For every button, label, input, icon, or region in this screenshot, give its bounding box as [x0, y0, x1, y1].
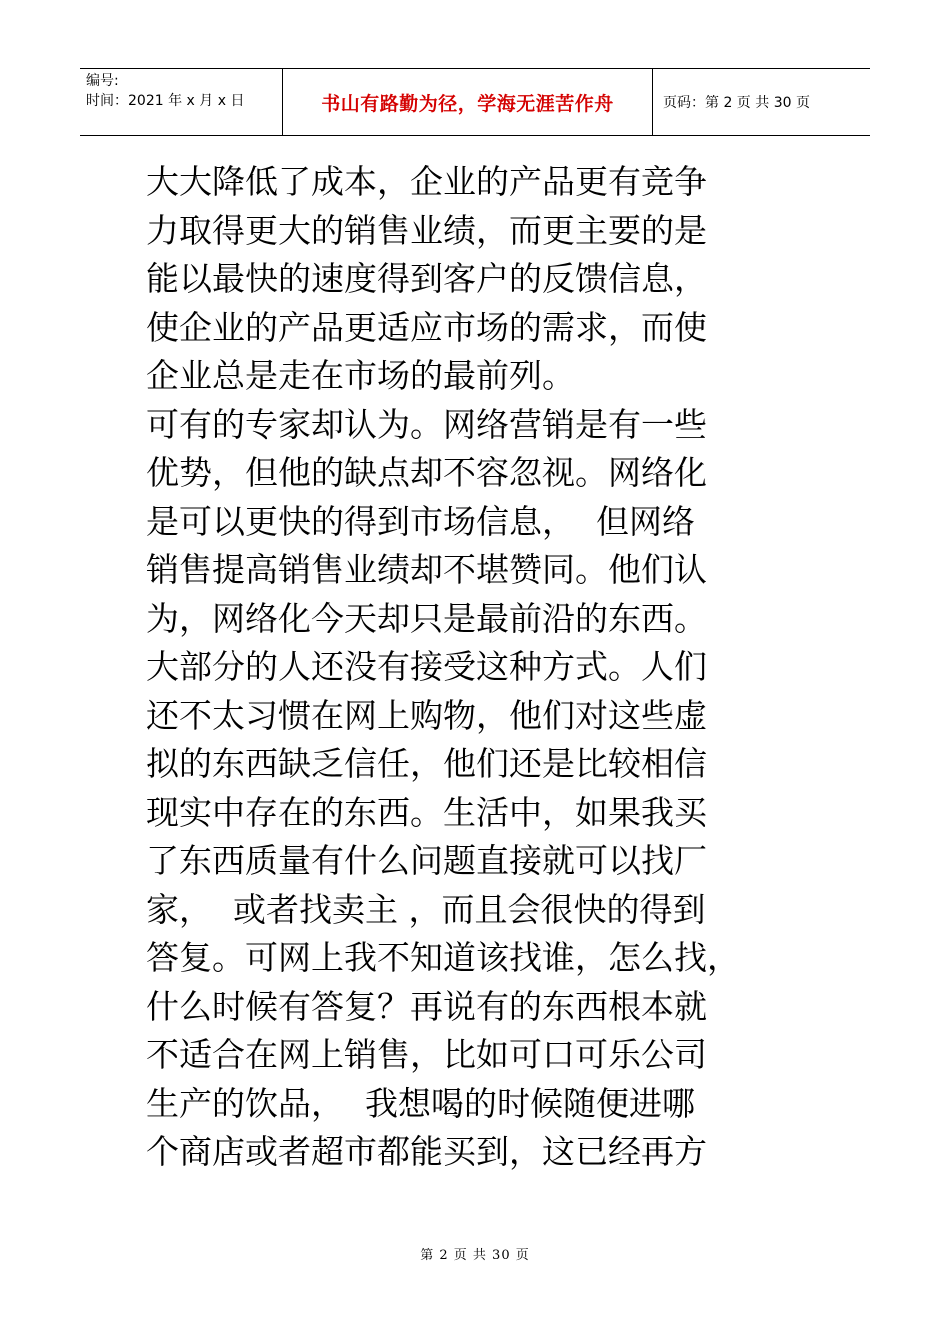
page-footer: 第 2 页 共 30 页: [420, 1248, 530, 1263]
text-line: 优势，但他的缺点却不容忽视。网络化: [146, 453, 707, 492]
text-line: 现实中存在的东西。生活中，如果我买: [146, 792, 707, 832]
text-line: 答复。可网上我不知道该找谁，怎么找，: [146, 938, 740, 977]
text-line: 使企业的产品更适应市场的需求，而使: [146, 307, 707, 347]
document-header: [80, 68, 870, 136]
text-line: 力取得更大的销售业绩，而更主要的是: [146, 210, 707, 250]
text-line: 能以最快的速度得到客户的反馈信息，: [146, 259, 707, 298]
text-line: 企业总是走在市场的最前列。: [146, 356, 575, 395]
text-line: 可有的专家却认为。网络营销是有一些: [146, 404, 707, 444]
text-line: 生产的饮品， 我想喝的时候随便进哪: [146, 1083, 695, 1123]
text-line: 是可以更快的得到市场信息， 但网络: [146, 501, 695, 541]
text-line: 为，网络化今天却只是最前沿的东西。: [146, 598, 707, 638]
text-line: 大部分的人还没有接受这种方式。人们: [146, 647, 707, 686]
text-line: 什么时候有答复？再说有的东西根本就: [146, 986, 707, 1026]
text-line: 拟的东西缺乏信任，他们还是比较相信: [146, 744, 707, 783]
time-label: 时间：2021 年 x 月 x 日: [86, 93, 245, 109]
text-line: 不适合在网上销售，比如可口可乐公司: [146, 1035, 707, 1074]
text-line: 大大降低了成本，企业的产品更有竞争: [146, 162, 707, 201]
text-line: 个商店或者超市都能买到，这已经再方: [146, 1132, 707, 1171]
body-text: [146, 158, 836, 1177]
text-line: 家， 或者找卖主 ，而且会很快的得到: [146, 889, 706, 929]
header-meta: [80, 69, 283, 135]
text-line: 销售提高销售业绩却不堪赞同。他们认: [146, 550, 707, 589]
header-motto: 书山有路勤为径，学海无涯苦作舟: [283, 69, 653, 135]
text-line: 还不太习惯在网上购物，他们对这些虚: [146, 695, 707, 735]
text-line: 了东西质量有什么问题直接就可以找厂: [146, 841, 707, 880]
number-label: 编号:: [86, 73, 119, 89]
header-page-info: 页码：第 2 页 共 30 页: [663, 95, 810, 111]
